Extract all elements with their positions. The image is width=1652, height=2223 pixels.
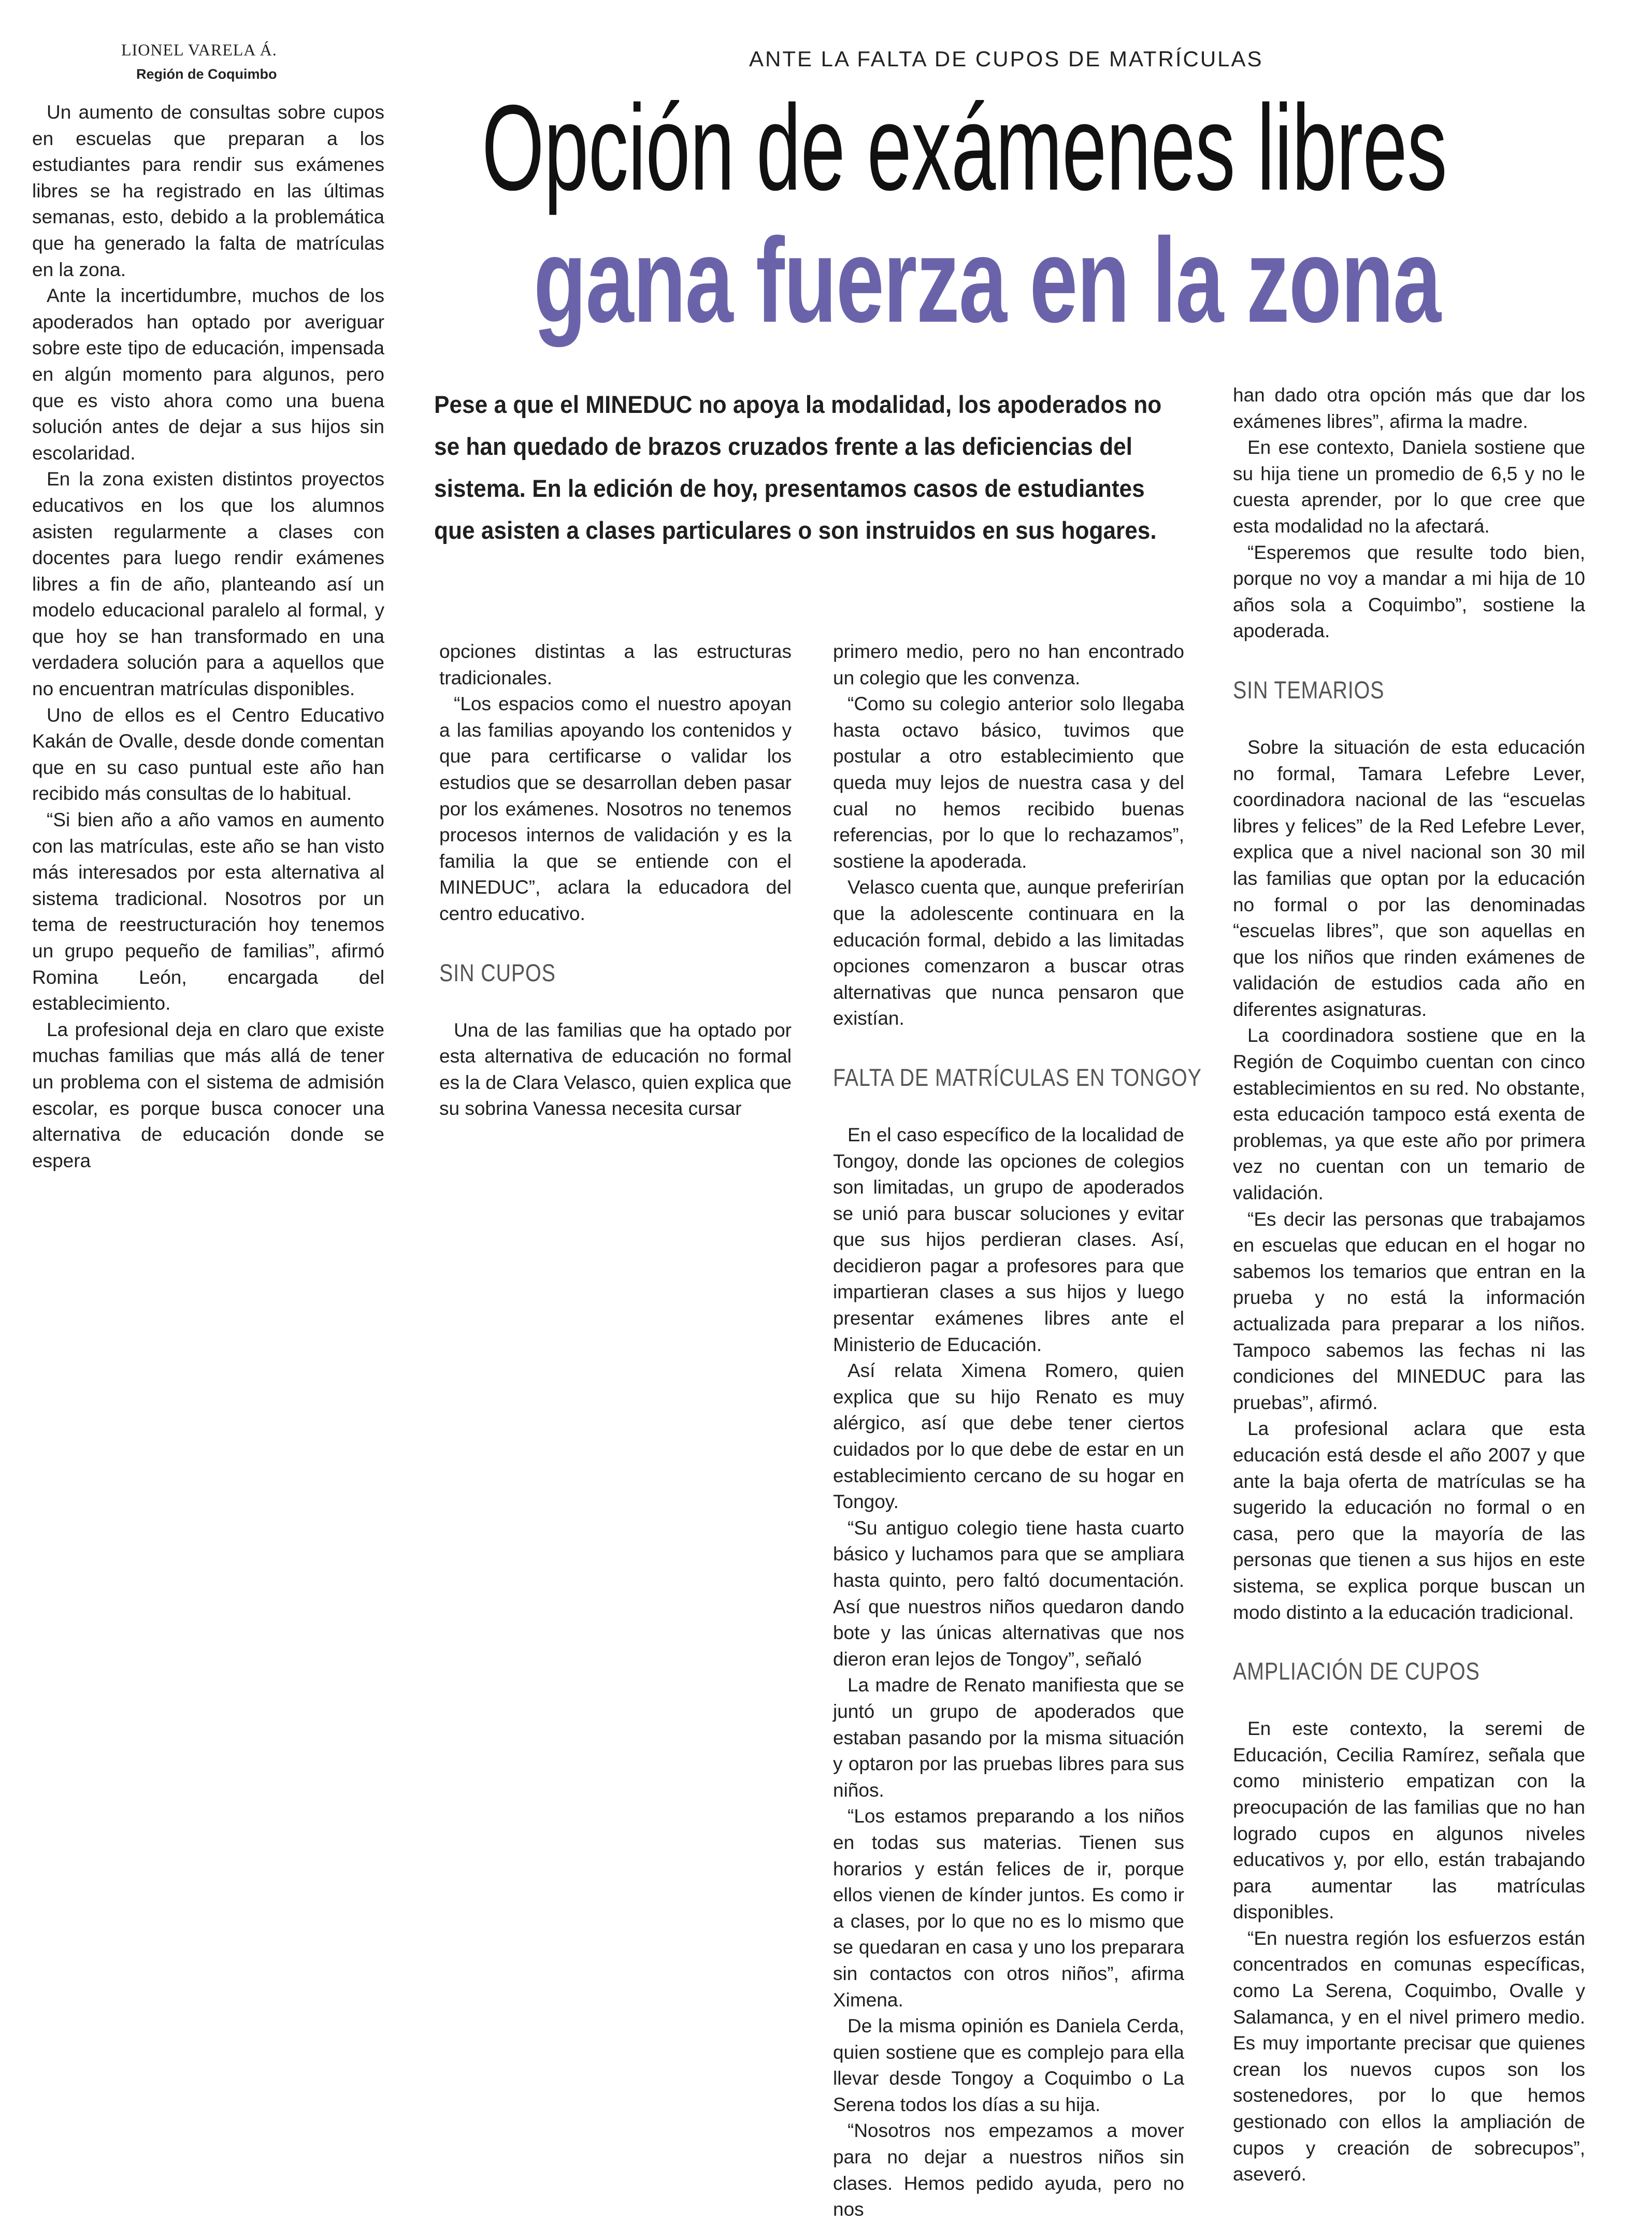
- byline-region: Región de Coquimbo: [136, 66, 277, 82]
- paragraph: “Como su colegio anterior solo llegaba hasta octavo básico, tuvimos que postular a otro establecimiento que queda muy lejos de nuestra casa y del cual no hemos recibido buenas referencias, por lo que lo rechazamos”, sostiene la apoderada.: [833, 693, 1184, 872]
- paragraph: opciones distintas a las estructuras tradicionales.: [439, 641, 792, 689]
- paragraph: La profesional aclara que esta educación está desde el año 2007 y que ante la baja oferta de matrículas se ha sugerido la educación no formal o en casa, pero que la mayoría de las personas que tienen a sus hijos en este sistema, se explica porque buscan un modo distinto a la educación tradicional.: [1233, 1418, 1585, 1623]
- paragraph: “Los espacios como el nuestro apoyan a las familias apoyando los contenidos y que para certificarse o validar los estudios que se desarrollan deben pasar por los exámenes. Nosotros no tenemos procesos internos de validación y es la familia la que se entiende con el MINEDUC”, aclara la educadora del centro educativo.: [439, 693, 792, 924]
- paragraph: Uno de ellos es el Centro Educativo Kakán de Ovalle, desde donde comentan que en su caso puntual este año han recibido más consultas de lo habitual.: [32, 704, 384, 805]
- paragraph: De la misma opinión es Daniela Cerda, quien sostiene que es complejo para ella llevar desde Tongoy a Coquimbo o La Serena todos los días a su hija.: [833, 2015, 1184, 2115]
- headline-line1: Opción de exámenes libres: [482, 79, 1447, 216]
- headline-line2: gana fuerza en la zona: [534, 213, 1441, 348]
- paragraph: Una de las familias que ha optado por esta alternativa de educación no formal es la de Clara Velasco, quien explica que su sobrina Vanessa necesita cursar: [439, 1019, 792, 1120]
- column-1: [32, 99, 384, 1174]
- paragraph: primero medio, pero no han encontrado un colegio que les convenza.: [833, 641, 1184, 689]
- subhead-ampliacion-cupos: AMPLIACIÓN DE CUPOS: [1233, 1657, 1480, 1685]
- paragraph: “Esperemos que resulte todo bien, porque no voy a mandar a mi hija de 10 años sola a Coquimbo”, sostiene la apoderada.: [1233, 541, 1585, 642]
- paragraph: Ante la incertidumbre, muchos de los apoderados han optado por averiguar sobre este tipo de educación, impensada en algún momento para algunos, pero que es visto ahora como una buena solución antes de dejar a sus hijos sin escolaridad.: [32, 285, 384, 464]
- column-2: [439, 639, 792, 1122]
- paragraph: “En nuestra región los esfuerzos están concentrados en comunas específicas, como La Serena, Coquimbo, Ovalle y Salamanca, y en el nivel primero medio. Es muy importante precisar que quienes crean los nuevos cupos son los sostenedores, por lo que hemos gestionado con ellos la ampliación de cupos y creación de sobrecupos”, aseveró.: [1233, 1927, 1585, 2185]
- byline-author: LIONEL VARELA Á.: [121, 40, 277, 59]
- paragraph: En este contexto, la seremi de Educación, Cecilia Ramírez, señala que como ministerio empatizan con la preocupación de las familias que no han logrado cupos en algunos niveles educativos y, por ello, están trabajando para aumentar las matrículas disponibles.: [1233, 1718, 1585, 1923]
- paragraph: Así relata Ximena Romero, quien explica que su hijo Renato es muy alérgico, así que debe tener ciertos cuidados por lo que debe de estar en un establecimiento cercano de su hogar en Tongoy.: [833, 1360, 1184, 1513]
- paragraph: Velasco cuenta que, aunque preferirían que la adolescente continuara en la educación formal, debido a las limitadas opciones comenzaron a buscar otras alternativas que nunca pensaron que existían.: [833, 877, 1184, 1029]
- paragraph: “Si bien año a año vamos en aumento con las matrículas, este año se han visto más interesados por esta alternativa al sistema tradicional. Nosotros por un tema de reestructuración hoy tenemos un grupo pequeño de familias”, afirmó Romina León, encargada del establecimiento.: [32, 809, 384, 1014]
- paragraph: En ese contexto, Daniela sostiene que su hija tiene un promedio de 6,5 y no le cuesta aprender, por lo que cree que esta modalidad no la afectará.: [1233, 437, 1585, 537]
- paragraph: “Los estamos preparando a los niños en todas sus materias. Tienen sus horarios y están felices de ir, porque ellos vienen de kínder juntos. Es como ir a clases, por lo que no es lo mismo que se quedaran en casa y uno los preparara sin contactos con otros niños”, afirma Ximena.: [833, 1805, 1184, 2011]
- subhead-sin-cupos: SIN CUPOS: [439, 958, 556, 986]
- paragraph: “Nosotros nos empezamos a mover para no dejar a nuestros niños sin clases. Hemos pedido ayuda, pero no nos: [833, 2120, 1184, 2220]
- paragraph: “Su antiguo colegio tiene hasta cuarto básico y luchamos para que se ampliara hasta quinto, pero faltó documentación. Así que nuestros niños quedaron dando bote y las únicas alternativas que nos dieron eran lejos de Tongoy”, señaló: [833, 1517, 1184, 1670]
- paragraph: “Es decir las personas que trabajamos en escuelas que educan en el hogar no sabemos los temarios que entran en la prueba y no está la información actualizada para preparar a los niños. Tampoco sabemos las fechas ni las condiciones del MINEDUC para las pruebas”, afirmó.: [1233, 1208, 1585, 1413]
- paragraph: Sobre la situación de esta educación no formal, Tamara Lefebre Lever, coordinadora nacional de las “escuelas libres y felices” de la Red Lefebre Lever, explica que a nivel nacional son 30 mil las familias que optan por la educación no formal o por las denominadas “escuelas libres”, que son aquellas en que los niños que rinden exámenes de validación de estudios cada año en diferentes asignaturas.: [1233, 736, 1585, 1020]
- column-3: [833, 639, 1202, 2223]
- lead-paragraph: Pese a que el MINEDUC no apoya la modalidad, los apoderados no se han quedado de brazos cruzados frente a las deficiencias del sistema. En la edición de hoy, presentamos casos de estudiantes que asisten a clases particulares o son instruidos en sus hogares.: [434, 391, 1162, 544]
- kicker: ANTE LA FALTA DE CUPOS DE MATRÍCULAS: [749, 47, 1263, 71]
- column-4: [1233, 382, 1585, 2188]
- paragraph: En el caso específico de la localidad de Tongoy, donde las opciones de colegios son limitadas, un grupo de apoderados se unió para buscar soluciones y evitar que sus hijos perdieran clases. Así, decidieron pagar a profesores para que impartieran clases a sus hijos y luego presentar exámenes libres ante el Ministerio de Educación.: [833, 1124, 1184, 1355]
- paragraph: La coordinadora sostiene que en la Región de Coquimbo cuentan con cinco establecimientos en su red. No obstante, esta educación tampoco está exenta de problemas, ya que este año por primera vez no cuentan con un temario de validación.: [1233, 1025, 1585, 1204]
- subhead-falta-matriculas: FALTA DE MATRÍCULAS EN TONGOY: [833, 1063, 1202, 1091]
- paragraph: han dado otra opción más que dar los exámenes libres”, afirma la madre.: [1233, 384, 1585, 432]
- paragraph: En la zona existen distintos proyectos educativos en los que los alumnos asisten regularmente a clases con docentes para luego rendir exámenes libres a fin de año, planteando así un modelo educacional paralelo al formal, y que hoy se han transformado en una verdadera solución para a aquellos que no encuentran matrículas disponibles.: [32, 468, 384, 700]
- paragraph: La profesional deja en claro que existe muchas familias que más allá de tener un problema con el sistema de admisión escolar, es porque busca conocer una alternativa de educación donde se espera: [32, 1019, 384, 1171]
- paragraph: Un aumento de consultas sobre cupos en escuelas que preparan a los estudiantes para rendir sus exámenes libres se ha registrado en las últimas semanas, esto, debido a la problemática que ha generado la falta de matrículas en la zona.: [32, 102, 384, 280]
- subhead-sin-temarios: SIN TEMARIOS: [1233, 676, 1385, 704]
- paragraph: La madre de Renato manifiesta que se juntó un grupo de apoderados que estaban pasando por la misma situación y optaron por las pruebas libres para sus niños.: [833, 1674, 1184, 1801]
